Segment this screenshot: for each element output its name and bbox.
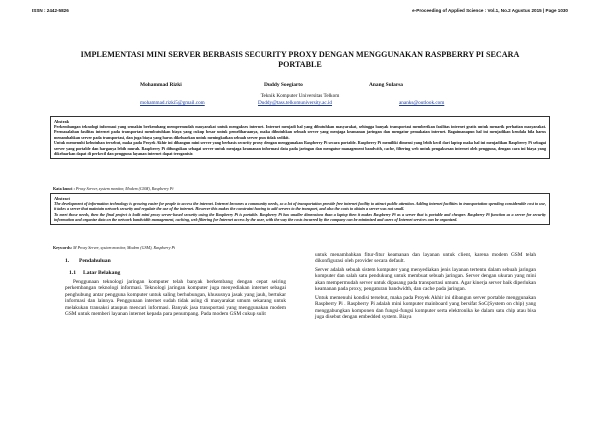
abstrak-box: [50, 116, 550, 159]
left-paragraph-1: Penggunaan teknologi jaringan komputer telah banyak berkembang dengan cepat seiring perkembangan teknologi informasi. Teknologi jaringan komputer juga menyediakan internet sebagai penghubung antar pengguna komputer untuk saling berhubungan, khususnya jasak yang jauh, bertukar informasi dan lainnya. Penggunaan internet sudah tidak asing di masyarakat umum sekarang untuk melakukan transaksi ataupun mencari informasi. Banyak jasa transportasi yang menggunakan modem GSM untuk memberi layanan internet kepada para penumpang. Pada modem GSM cukup sulit: [65, 279, 286, 318]
keywords-value: M Proxy Server, system monitor, Modem (GSM), Raspberry Pi: [73, 245, 176, 250]
paper-title: IMPLEMENTASI MINI SERVER BERBASIS SECURITY PROXY DENGAN MENGGUNAKAN RASPBERRY PI SECARA PORTABLE: [80, 50, 520, 69]
email-3[interactable]: ananks@outlook.com: [399, 100, 445, 106]
affiliation: Teknik Komputer Universitas Telkom: [260, 93, 340, 99]
abstrak-heading: Abstrak: [54, 118, 70, 124]
subsection-number: 1.1: [69, 270, 76, 276]
kata-kunci-value: Proxy Server, system monitor, Modem (GSM), Raspberry Pi: [75, 186, 174, 191]
author-2: Duddy Soegiarto: [264, 82, 303, 88]
left-column: [65, 258, 286, 320]
abstract-paragraph-1: The development of information technology is growing easier for people to access the internet. Internet becomes a community needs, so a lot of transportation provide free internet facility to attract public attention. Adding internet facilities in transportation spending considerable cost to use, it takes a server that maintain network security and regulate the use of the internet. However this makes the constraint having to add servers to the transport, and also the costs to obtain a server was not small.: [54, 201, 546, 212]
abstract-heading: Abstract: [54, 195, 70, 201]
section-heading: [65, 258, 286, 265]
author-3: Anang Sularsa: [369, 82, 404, 88]
keywords-line: [53, 245, 547, 251]
right-paragraph-3: Untuk memenuhi kondisi tersebut, maka pada Proyek Akhir ini dibangun server portable menggunakan Raspberry Pi . Raspberry Pi adalah mini komputer mainboard yang bersifat SoC(System on chip) yang menggabungkan komponen dan fungsi-fungsi komputer serta elektronika ke dalam satu chip atau bisa juga disebut dengan embedded system. Biaya: [315, 294, 536, 321]
right-paragraph-1: untuk menambahkan fitur-fitur keamanan dan layanan untuk client, karena modem GSM telah dikonfigurasi oleh provider secara default.: [315, 252, 536, 265]
kata-kunci-label: Kata kunci :: [53, 186, 75, 191]
section-title: Pendahuluan: [79, 258, 111, 264]
abstrak-paragraph-1: Perkembangan teknologi informasi yang semakin berkembang mempermudah masyarakat untuk mengakses internet. Internet menjadi hal yang dibutuhkan masyarakat, sehingga banyak transportasi memberikan fasilitas internet gratis untuk menarik perhatian masyarakat. Permasalahan fasilitas internet pada transportasi membutuhkan biaya yang cukup besar untuk pemeliharaanya, maka dibutuhkan sebuah server yang menjaga keamanan jaringan dan mengatur pemakaian internet. Bagaimanapun hal ini menjadikan kendala bila harus menambahkan server pada transportasi, dan juga biaya yang harus dikeluarkan untuk meningkatkan sebuah server pun tidak sedikit.: [54, 124, 546, 140]
issn-header: ISSN : 2442-5826: [32, 8, 69, 13]
abstrak-paragraph-2: Untuk memenuhi kebutuhan tersebut, maka pada Proyek Akhir ini dibangun mini server yang berbasis security proxy dengan menggunakan Raspberry Pi secara portable. Raspberry Pi memiliki dimensi yang lebih kecil dari laptop maka hal ini menjadikan Raspberry Pi sebagai server yang portable dan harganya lebih murah. Raspberry Pi difungsikan sebagai server untuk menjaga keamanan informasi data pada jaringan dan mengatur management bandwith, cache, filtering web untuk pengaksesan internet oleh pengguna, dengan cara ini biaya yang dikeluarkan dapat di perkecil dan pengguna layanan internet dapat teroganisir.: [54, 140, 546, 157]
right-paragraph-2: Server adalah sebuah sistem komputer yang menyediakan jenis layanan tertentu dalam sebuah jaringan komputer dan salah satu pendukung untuk membuat sebuah jaringan. Server dengan ukuran yang mini akan mempermudah server untuk dipasang pada transportasi umum. Agar kinerja server baik diperlukan keamanan pada proxy, pengaturan bandwidth, dan cache pada jaringan.: [315, 266, 536, 293]
section-number: 1.: [65, 258, 70, 264]
subsection-heading: [65, 270, 286, 277]
abstract-box: [50, 193, 550, 225]
abstract-paragraph-2: To meet those needs, then the final project is built mini proxy server-based security using the Raspberry Pi is portable. Raspberry Pi has smaller dimensions than a laptop then it makes Raspberry Pi as a server that is portable and cheaper. Raspberry Pi function as a server for security information and organize data on the network bandwidth management, caching, web filtering for Internet access by the user, with the way the costs incurred by the company can be minimized and users of Internet services can be organized.: [54, 211, 546, 223]
keywords-label: Keywords:: [53, 245, 73, 250]
right-column: [315, 252, 536, 323]
author-1: Mohammad Rizki: [140, 82, 182, 88]
email-2[interactable]: Duddy@tass.telkomuniversity.ac.id: [258, 100, 333, 106]
journal-header: e-Proceeding of Applied Science : Vol.1, No.2 Agustus 2015 | Page 1030: [412, 8, 568, 13]
email-1[interactable]: mohammad.rizki5@gmail.com: [140, 100, 205, 106]
kata-kunci-line: [53, 186, 547, 192]
subsection-title: Latar Belakang: [83, 270, 121, 276]
